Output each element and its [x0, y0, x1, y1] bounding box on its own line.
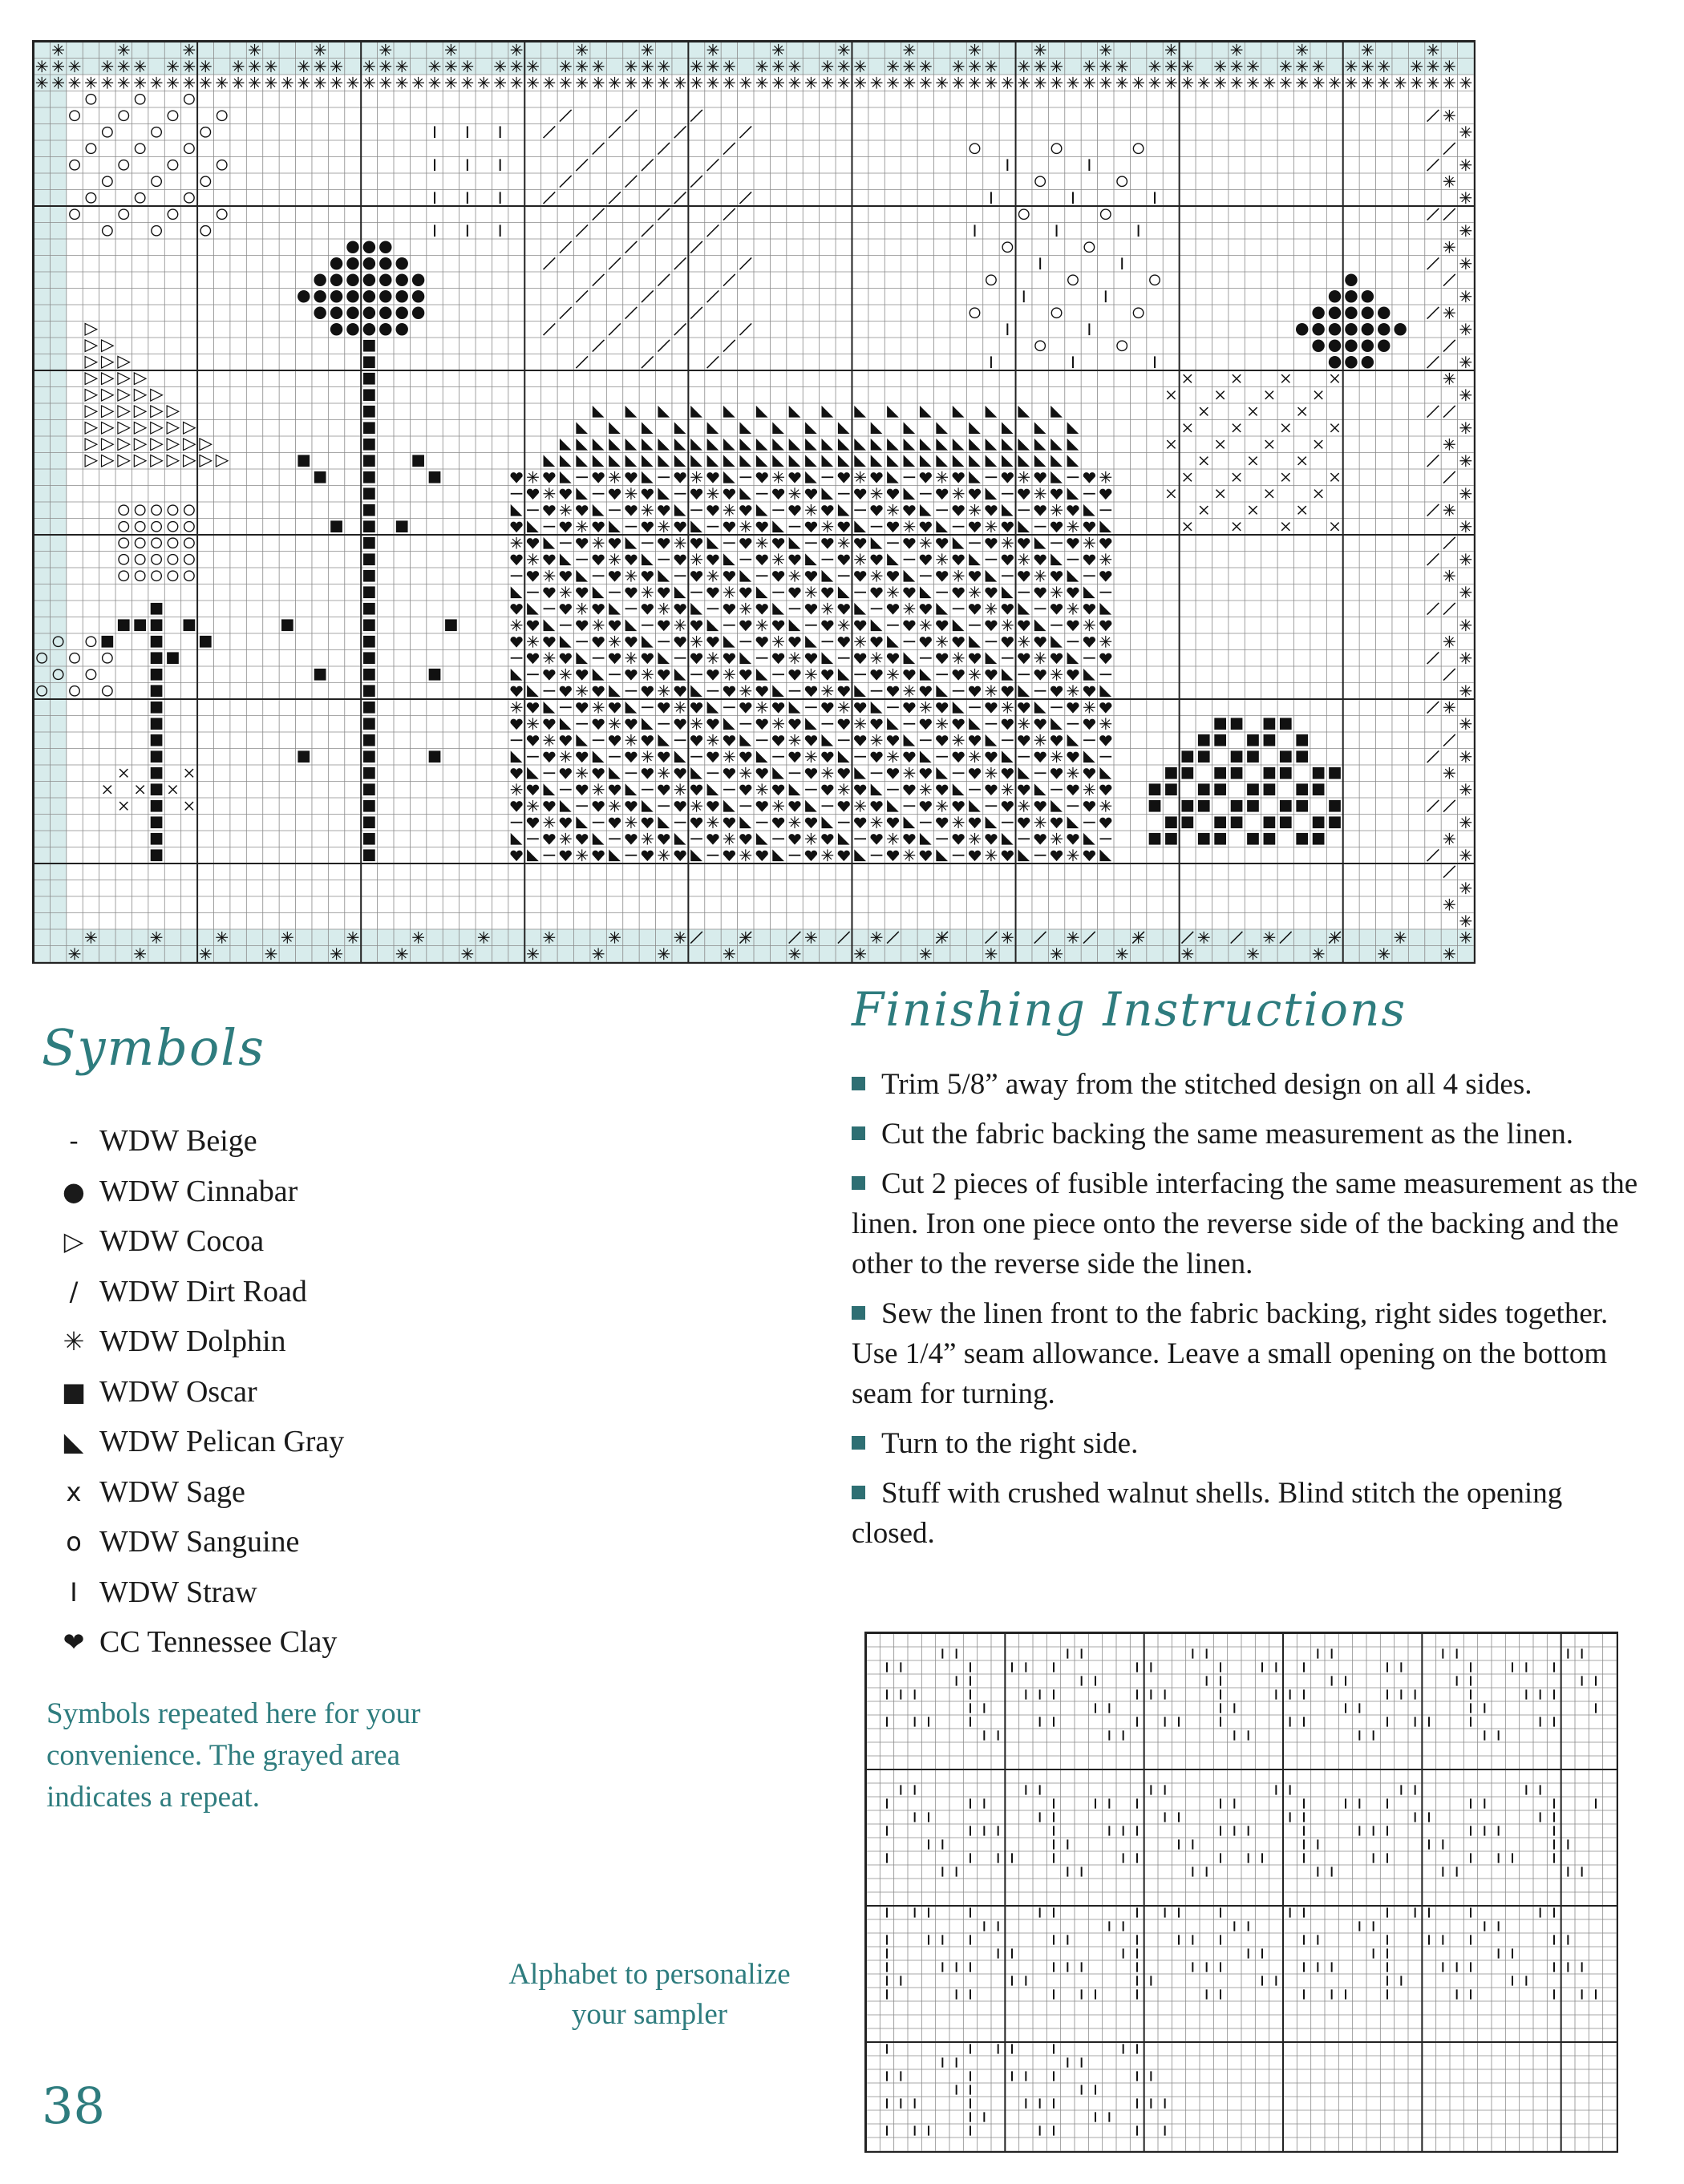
- x-icon: x: [66, 1476, 82, 1507]
- slash-icon: /: [69, 1276, 79, 1307]
- symbol-key-item: [56, 1367, 344, 1418]
- instruction-step: [852, 1065, 1646, 1105]
- symbol-key-label: WDW Oscar: [99, 1374, 257, 1409]
- symbol-key-label: WDW Pelican Gray: [99, 1425, 345, 1459]
- instruction-text: Stuff with crushed walnut shells. Blind stitch the opening closed.: [852, 1477, 1563, 1550]
- square-bullet-icon: [852, 1306, 865, 1320]
- square-bullet-icon: [852, 1077, 865, 1090]
- symbol-key-label: WDW Sage: [99, 1474, 245, 1509]
- symbol-key-item: [56, 1267, 344, 1317]
- alphabet-chart: [864, 1632, 1618, 2153]
- instruction-step: [852, 1114, 1646, 1155]
- open-circle-icon: o: [66, 1527, 82, 1558]
- square-bullet-icon: [852, 1176, 865, 1190]
- finishing-instructions-heading: Finishing Instructions: [852, 982, 1407, 1037]
- symbol-key-label: WDW Sanguine: [99, 1525, 300, 1559]
- filled-circle-icon: ●: [63, 1175, 85, 1207]
- symbol-key-item: [56, 1167, 344, 1217]
- symbol-key-item: [56, 1116, 344, 1167]
- symbols-heading: Symbols: [42, 1018, 265, 1077]
- page-number: 38: [42, 2077, 105, 2135]
- symbols-note: Symbols repeated here for your convenience. The grayed area indicates a repeat.: [47, 1697, 421, 1814]
- symbols-key-list: [56, 1116, 344, 1668]
- dash-icon: -: [69, 1126, 79, 1157]
- instruction-text: Cut the fabric backing the same measurement as the linen.: [881, 1118, 1574, 1151]
- finishing-instructions-list: [852, 1065, 1646, 1563]
- symbol-key-item: [56, 1517, 344, 1567]
- symbol-key-item: [56, 1467, 344, 1518]
- instruction-text: Sew the linen front to the fabric backing, right sides together. Use 1/4” seam allowance. Leave a small opening on the bottom seam for turning.: [852, 1297, 1609, 1410]
- corner-triangle-icon: ◣: [63, 1426, 84, 1458]
- symbol-key-label: CC Tennessee Clay: [99, 1625, 338, 1660]
- grid-lines: [866, 1633, 1617, 2151]
- alphabet-note: Alphabet to personalize your sampler: [508, 1958, 791, 2031]
- square-bullet-icon: [852, 1486, 865, 1499]
- square-bullet-icon: [852, 1436, 865, 1450]
- symbol-key-item: [56, 1417, 344, 1467]
- instruction-text: Trim 5/8” away from the stitched design on all 4 sides.: [881, 1068, 1532, 1101]
- symbol-key-item: [56, 1216, 344, 1267]
- symbol-key-label: WDW Beige: [99, 1124, 257, 1159]
- instruction-text: Turn to the right side.: [881, 1427, 1139, 1460]
- symbol-key-item: [56, 1316, 344, 1367]
- instruction-step: [852, 1474, 1646, 1554]
- symbol-key-label: WDW Dirt Road: [99, 1274, 307, 1308]
- instruction-step: [852, 1164, 1646, 1284]
- instruction-text: Cut 2 pieces of fusible interfacing the same measurement as the linen. Iron one piece onto the reverse side of the backing and the other to the reverse side the linen.: [852, 1167, 1638, 1280]
- grid-lines: [34, 42, 1474, 962]
- asterisk-icon: ✳: [63, 1326, 85, 1357]
- symbol-key-label: WDW Cocoa: [99, 1224, 265, 1259]
- heart-icon: ❤: [63, 1627, 85, 1658]
- square-bullet-icon: [852, 1126, 865, 1140]
- symbol-key-label: WDW Straw: [99, 1575, 257, 1609]
- instruction-step: [852, 1424, 1646, 1464]
- filled-square-icon: ■: [61, 1376, 87, 1407]
- open-triangle-icon: ▷: [63, 1226, 84, 1257]
- vertical-bar-icon: I: [70, 1576, 78, 1608]
- symbol-key-item: [56, 1617, 344, 1668]
- symbol-key-label: WDW Dolphin: [99, 1325, 286, 1359]
- symbol-key-label: WDW Cinnabar: [99, 1174, 298, 1208]
- symbol-key-item: [56, 1567, 344, 1618]
- cross-stitch-chart: [32, 40, 1476, 964]
- instruction-step: [852, 1294, 1646, 1414]
